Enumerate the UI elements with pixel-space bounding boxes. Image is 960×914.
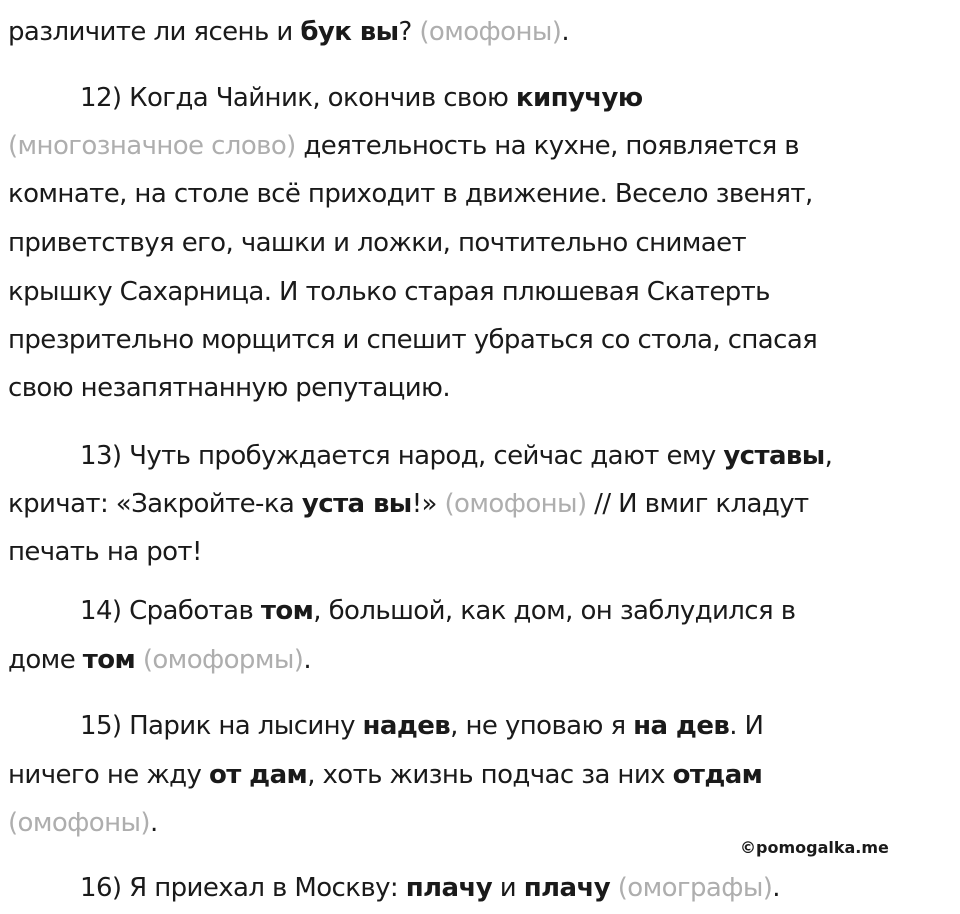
text-line (8, 642, 311, 678)
text-segment: различите ли ясень и (8, 17, 301, 47)
bold-term: плачу (405, 873, 493, 903)
bold-term: том (260, 596, 314, 626)
text-segment: ничего не жду (8, 760, 209, 790)
watermark: ©pomogalka.me (740, 838, 889, 857)
text-segment: 15) Парик на лысину (80, 711, 363, 741)
text-line (80, 870, 780, 906)
text-segment (135, 645, 143, 675)
text-segment: доме (8, 645, 83, 675)
text-segment: приветствуя его, чашки и ложки, почтительно снимает (8, 228, 747, 258)
text-segment: 12) Когда Чайник, окончив свою (80, 83, 516, 113)
text-line (8, 225, 746, 261)
text-segment: , не уповаю я (450, 711, 634, 741)
bold-term: отдам (672, 760, 763, 790)
text-segment: 14) Сработав (80, 596, 261, 626)
bold-term: плачу (523, 873, 611, 903)
text-line (80, 80, 643, 116)
text-segment: 16) Я приехал в Москву: (80, 873, 406, 903)
text-line (8, 486, 809, 522)
text-line (80, 708, 763, 744)
text-segment: презрительно морщится и спешит убраться со стола, спасая (8, 325, 818, 355)
text-line (8, 757, 762, 793)
text-segment: деятельность на кухне, появляется в (295, 131, 800, 161)
term-type-label: (омоформы) (142, 645, 304, 675)
text-segment: 13) Чуть пробуждается народ, сейчас дают ему (80, 441, 724, 471)
text-segment: . (303, 645, 311, 675)
text-segment: , большой, как дом, он заблудился в (313, 596, 796, 626)
term-type-label: (омофоны) (444, 489, 587, 519)
bold-term: надев (362, 711, 451, 741)
text-segment: ? (398, 17, 420, 47)
text-line (8, 370, 450, 406)
bold-term: бук вы (300, 17, 399, 47)
bold-term: уставы (723, 441, 825, 471)
text-line (8, 14, 569, 50)
text-segment: . И (729, 711, 764, 741)
text-segment: , (824, 441, 833, 471)
text-segment (610, 873, 618, 903)
text-segment: !» (411, 489, 445, 519)
text-segment: кричат: «Закройте-ка (8, 489, 302, 519)
term-type-label: (омофоны) (8, 808, 150, 838)
text-line (8, 805, 158, 841)
bold-term: уста вы (301, 489, 412, 519)
bold-term: кипучую (515, 83, 643, 113)
text-line (8, 128, 799, 164)
text-segment: свою незапятнанную репутацию. (8, 373, 450, 403)
text-line (80, 438, 832, 474)
term-type-label: (омографы) (617, 873, 773, 903)
text-segment: крышку Сахарница. И только старая плюшевая Скатерть (8, 277, 770, 307)
bold-term: от дам (209, 760, 308, 790)
term-type-label: (омофоны) (419, 17, 562, 47)
text-segment: , хоть жизнь подчас за них (307, 760, 673, 790)
text-segment: печать на рот! (8, 537, 202, 567)
bold-term: на дев (633, 711, 730, 741)
text-segment: // И вмиг кладут (586, 489, 809, 519)
text-segment: комнате, на столе всё приходит в движение. Весело звенят, (8, 179, 813, 209)
text-line (8, 176, 813, 212)
text-segment: . (561, 17, 570, 47)
text-line (8, 322, 817, 358)
text-segment: . (149, 808, 158, 838)
text-segment: и (492, 873, 524, 903)
text-segment: . (772, 873, 780, 903)
text-line (80, 593, 795, 629)
term-type-label: (многозначное слово) (8, 131, 296, 161)
text-line (8, 274, 770, 310)
bold-term: том (82, 645, 136, 675)
text-line (8, 534, 202, 570)
